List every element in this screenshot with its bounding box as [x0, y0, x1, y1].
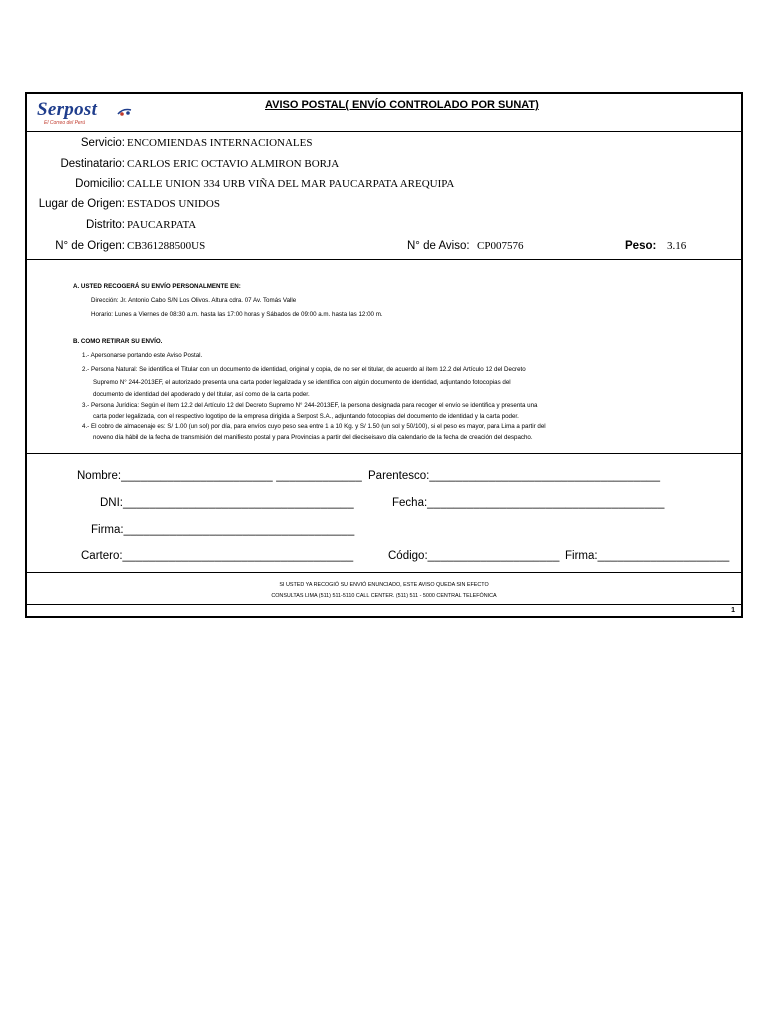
serpost-emblem-icon — [117, 107, 133, 117]
firma-field[interactable] — [91, 524, 354, 536]
peso-label: Peso: — [625, 240, 657, 252]
destinatario-label: Destinatario: — [60, 158, 125, 170]
lugar-origen-label: Lugar de Origen: — [38, 198, 125, 210]
distrito-value: PAUCARPATA — [127, 219, 197, 231]
row-lugar-origen — [27, 195, 727, 213]
numero-origen-label: N° de Origen: — [55, 240, 125, 252]
fecha-label: Fecha: — [392, 497, 428, 509]
firma-label: Firma: — [91, 524, 124, 536]
logo-tagline: El Correo del Perú — [44, 120, 86, 126]
cartero-field[interactable] — [81, 550, 353, 562]
parentesco-line: ___________________________________ — [429, 470, 661, 482]
divider-info — [27, 259, 741, 260]
instructions-b-item2-line3: documento de identidad del apoderado y del titular, así como de la carta poder. — [93, 391, 310, 398]
nombre-field[interactable] — [77, 470, 362, 482]
form-title: AVISO POSTAL( ENVÍO CONTROLADO POR SUNAT) — [265, 99, 539, 111]
cartero-firma-label: Firma: — [565, 550, 598, 562]
fecha-field[interactable] — [392, 497, 665, 509]
parentesco-field[interactable] — [368, 470, 660, 482]
numero-origen-value: CB361288500US — [127, 240, 206, 252]
page-number: 1 — [731, 607, 735, 614]
parentesco-label: Parentesco: — [368, 470, 430, 482]
codigo-line: ____________________ — [427, 550, 560, 562]
row-numero-origen — [27, 237, 727, 255]
instructions-b-item1: 1.- Apersonarse portando este Aviso Postal. — [82, 352, 203, 359]
distrito-label: Distrito: — [86, 219, 125, 231]
dni-line: ___________________________________ — [123, 497, 354, 509]
servicio-value: ENCOMIENDAS INTERNACIONALES — [127, 137, 313, 149]
postal-notice-form — [25, 92, 743, 618]
divider-instructions — [27, 453, 741, 454]
instructions-b-item4-line1: 4.- El cobro de almacenaje es: S/ 1.00 (un sol) por día, para envíos cuyo peso sea entre 1 a 10 Kg. y S/ 1.50 (un sol y 50/100), si el peso es mayor, para Lima a partir del — [82, 423, 546, 430]
instructions-b-item4-line2: noveno día hábil de la fecha de transmisión del manifiesto postal y para Provincias a partir del dieciseisavo día calendario de la fecha de creación del despacho. — [93, 434, 533, 441]
domicilio-value: CALLE UNION 334 URB VIÑA DEL MAR PAUCARPATA AREQUIPA — [127, 178, 455, 190]
serpost-logo — [37, 99, 147, 127]
cartero-firma-line: ____________________ — [597, 550, 730, 562]
logo-text: Serpost — [37, 99, 98, 120]
footer-notice: SI USTED YA RECOGIÓ SU ENVIÓ ENUNCIADO, ESTE AVISO QUEDA SIN EFECTO — [279, 582, 489, 588]
cartero-label: Cartero: — [81, 550, 123, 562]
instructions-a-hours: Horario: Lunes a Viernes de 08:30 a.m. hasta las 17:00 horas y Sábados de 09:00 a.m. hasta las 12:00 m. — [91, 311, 383, 318]
cartero-line: ___________________________________ — [122, 550, 354, 562]
domicilio-label: Domicilio: — [75, 178, 125, 190]
fecha-line: ____________________________________ — [427, 497, 665, 509]
dni-label: DNI: — [100, 497, 123, 509]
codigo-label: Código: — [388, 550, 428, 562]
footer-contact: CONSULTAS LIMA (511) 511-5110 CALL CENTER. (511) 511 - 5000 CENTRAL TELEFÓNICA — [271, 593, 497, 599]
instructions-b-item2-line1: 2.- Persona Natural: Se identifica el Titular con un documento de identidad, original y copia, de no ser el titular, de acuerdo al ítem 12.2 del Artículo 12 del Decreto — [82, 366, 526, 373]
peso-value: 3.16 — [667, 240, 687, 252]
destinatario-value: CARLOS ERIC OCTAVIO ALMIRON BORJA — [127, 158, 340, 170]
row-distrito — [27, 216, 727, 234]
instructions-b-item3-line2: carta poder legalizada, con el respectivo logotipo de la empresa dirigida a Serpost S.A., adjuntando fotocopias del documento de identidad y la carta poder. — [93, 413, 519, 420]
row-domicilio — [27, 175, 727, 193]
instructions-a-title: A. USTED RECOGERÁ SU ENVÍO PERSONALMENTE EN: — [73, 283, 241, 290]
nombre-line: _______________________ _____________ — [121, 470, 362, 482]
lugar-origen-value: ESTADOS UNIDOS — [127, 198, 220, 210]
nombre-label: Nombre: — [77, 470, 122, 482]
divider-signatures — [27, 572, 741, 573]
dni-field[interactable] — [100, 497, 354, 509]
codigo-field[interactable] — [388, 550, 560, 562]
cartero-firma-field[interactable] — [565, 550, 730, 562]
row-destinatario — [27, 155, 727, 173]
instructions-b-item3-line1: 3.- Persona Jurídica: Según el ítem 12.2 del Artículo 12 del Decreto Supremo N° 244-2013EF, la persona designada para recoger el envío se identifica y presenta una — [82, 402, 538, 409]
numero-aviso-value: CP007576 — [477, 240, 524, 252]
instructions-b-title: B. COMO RETIRAR SU ENVÍO. — [73, 338, 163, 345]
instructions-a-address: Dirección: Jr. Antonio Cabo S/N Los Olivos. Altura cdra. 07 Av. Tomás Valle — [91, 297, 297, 304]
servicio-label: Servicio: — [80, 137, 125, 149]
row-servicio — [27, 134, 727, 152]
divider-footer — [27, 604, 741, 605]
numero-aviso-label: N° de Aviso: — [407, 240, 470, 252]
firma-line: ___________________________________ — [123, 524, 355, 536]
instructions-b-item2-line2: Supremo N° 244-2013EF, el autorizado presenta una carta poder legalizada y se identifica con algún documento de identidad, adjuntando fotocopias del — [93, 379, 511, 386]
form-header — [27, 94, 741, 132]
